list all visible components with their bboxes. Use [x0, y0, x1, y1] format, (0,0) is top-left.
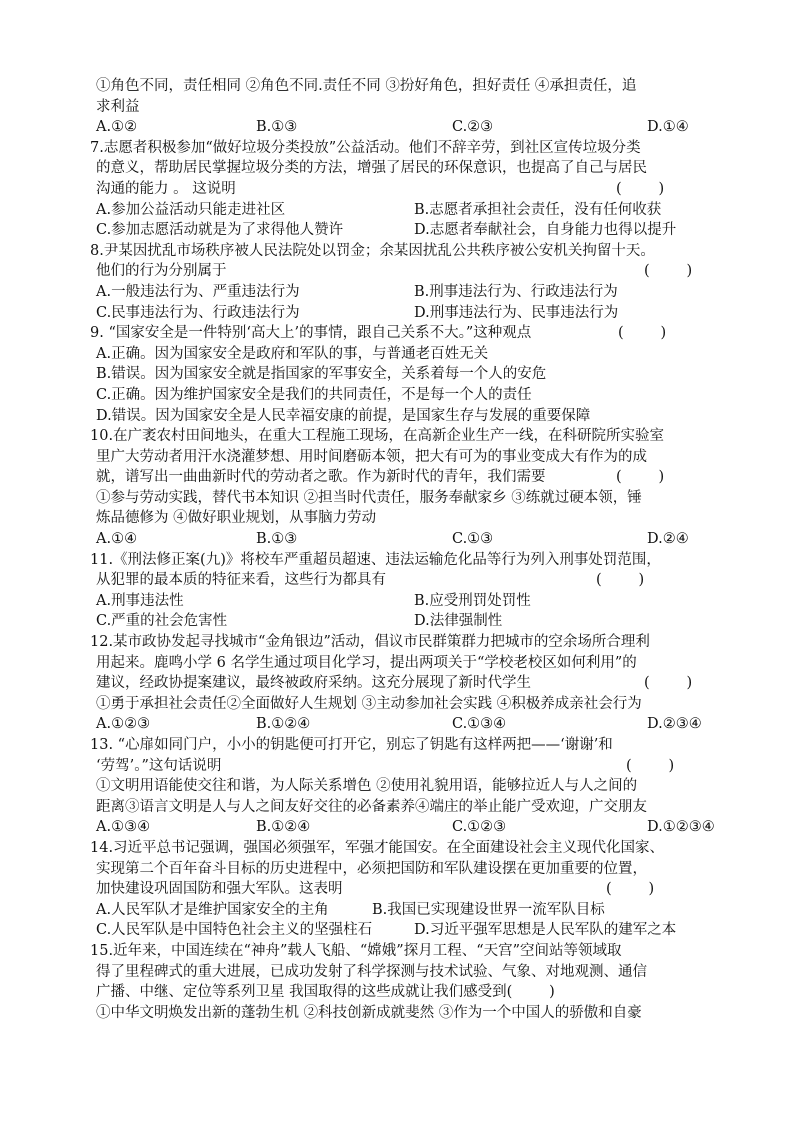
choice-d: D.法律强制性 — [414, 613, 503, 630]
answer-paren: ( ) — [626, 757, 675, 774]
choice-d: D.错误。因为国家安全是人民幸福安康的前提，是国家生存与发展的重要保障 — [96, 407, 591, 424]
q10-stem: 10.在广袤农村田间地头，在重大工程施工现场，在高新企业生产一线，在科研院所实验室 — [90, 428, 665, 445]
question-list — [90, 76, 720, 1023]
q8-choices — [90, 303, 720, 324]
q7-stem: 7.志愿者积极参加“做好垃圾分类投放”公益活动。他们不辞辛劳，到社区宣传垃圾分类 — [90, 139, 641, 156]
choice-d: D.②④ — [647, 531, 689, 548]
choice-b: B.①③ — [256, 531, 298, 548]
answer-paren: ( ) — [616, 180, 665, 197]
choice-c: C.正确。因为维护国家安全是我们的共同责任，不是每一个人的责任 — [96, 386, 532, 403]
answer-paren: ( ) — [616, 469, 665, 486]
q11-stem-text: 从犯罪的最本质的特征来看，这些行为都具有 — [96, 572, 386, 589]
choice-c: C.①③ — [452, 531, 494, 548]
q11-choices — [90, 591, 720, 612]
q11-stem: 11.《刑法修正案(九)》将校车严重超员超速、违法运输危化品等行为列入刑事处罚范围， — [90, 551, 661, 568]
q13-options: 距离③语言文明是人与人之间友好交往的必备素养④端庄的举止能广受欢迎，广交朋友 — [96, 798, 647, 815]
choice-c: C.严重的社会危害性 — [96, 613, 228, 630]
choice-d: D.①④ — [647, 119, 689, 136]
q7-stem-last — [90, 179, 720, 200]
q15-options: ①中华文明焕发出新的蓬勃生机 ②科技创新成就斐然 ③作为一个中国人的骄傲和自豪 — [96, 1004, 642, 1021]
q12-stem-last — [90, 673, 720, 694]
q14-stem-text: 加快建设巩固国防和强大军队。这表明 — [96, 881, 343, 898]
choice-b: B.①②④ — [256, 819, 311, 836]
q12-stem-text: 建议，经政协提案建议，最终被政府采纳。这充分展现了新时代学生 — [96, 675, 531, 692]
q7-stem: 的意义，帮助居民掌握垃圾分类的方法，增强了居民的环保意识，也提高了自己与居民 — [96, 160, 647, 177]
q6-options-line: 求利益 — [96, 98, 140, 115]
answer-paren: ( ) — [618, 325, 667, 342]
q8-stem: 8.尹某因扰乱市场秩序被人民法院处以罚金；余某因扰乱公共秩序被公安机关拘留十天。 — [90, 242, 655, 259]
q13-stem-text: ‘劳驾’。”这句话说明 — [96, 757, 222, 774]
q14-stem-last — [90, 879, 720, 900]
choice-d: D.②③④ — [647, 716, 702, 733]
q14-stem: 实现第二个百年奋斗目标的历史进程中，必须把国防和军队建设摆在更加重要的位置， — [96, 860, 647, 877]
q11-stem-last — [90, 570, 720, 591]
choice-d: D.①②③④ — [647, 819, 715, 836]
choice-a: A.一般违法行为、严重违法行为 — [96, 283, 300, 300]
q14-stem: 14.习近平总书记强调，强国必须强军，军强才能国安。在全面建设社会主义现代化国家、 — [90, 839, 665, 856]
choice-c: C.民事违法行为、行政违法行为 — [96, 304, 300, 321]
q10-options: ①参与劳动实践，替代书本知识 ②担当时代责任，服务奉献家乡 ③练就过硬本领，锤 — [96, 489, 642, 506]
choice-d: D.习近平强军思想是人民军队的建军之本 — [414, 922, 677, 939]
choice-a: A.人民军队才是维护国家安全的主角 — [96, 901, 329, 918]
choice-c: C.①③④ — [452, 716, 507, 733]
choice-a: A.①③④ — [96, 819, 151, 836]
choice-a: A.刑事违法性 — [96, 592, 184, 609]
answer-paren: ( ) — [644, 675, 693, 692]
choice-a: A.参加公益活动只能走进社区 — [96, 201, 286, 218]
choice-b: B.①②④ — [256, 716, 311, 733]
q10-stem-last — [90, 467, 720, 488]
q7-stem-text: 沟通的能力 。 这说明 — [96, 180, 236, 197]
q7-choices — [90, 220, 720, 241]
choice-c: C.参加志愿活动就是为了求得他人赞许 — [96, 222, 344, 239]
q11-choices — [90, 611, 720, 632]
q10-stem-text: 就，谱写出一曲曲新时代的劳动者之歌。作为新时代的青年，我们需要 — [96, 469, 546, 486]
choice-a: A.①②③ — [96, 716, 151, 733]
q13-stem: 13. “心扉如同门户，小小的钥匙便可打开它，别忘了钥匙有这样两把——‘谢谢’和 — [90, 737, 613, 753]
q12-stem: 12.某市政协发起寻找城市“金角银边”活动，倡议市民群策群力把城市的空余场所合理利 — [90, 634, 650, 651]
q10-stem: 里广大劳动者用汗水浇灌梦想、用时间磨砺本领，把大有可为的事业变成大有作为的成 — [96, 448, 647, 465]
q14-choices — [90, 920, 720, 941]
answer-paren: ( ) — [596, 572, 645, 589]
choice-b: B.①③ — [256, 119, 298, 136]
choice-c: C.人民军队是中国特色社会主义的坚强柱石 — [96, 922, 373, 939]
choice-a: A.①④ — [96, 531, 138, 548]
q10-choices — [90, 529, 720, 550]
q15-stem: 广播、中继、定位等系列卫星 我国取得的这些成就让我们感受到( ) — [96, 984, 555, 1001]
q8-choices — [90, 282, 720, 303]
answer-paren: ( ) — [606, 881, 655, 898]
q13-stem-last — [90, 756, 720, 777]
choice-b: B.刑事违法行为、行政违法行为 — [414, 283, 618, 300]
choice-b: B.志愿者承担社会责任，没有任何收获 — [414, 201, 662, 218]
choice-b: B.我国已实现建设世界一流军队目标 — [372, 901, 605, 918]
q12-stem: 用起来。鹿鸣小学 6 名学生通过项目化学习，提出两项关于“学校老校区如何利用”的 — [96, 654, 637, 671]
q6-choices — [90, 117, 720, 138]
q6-options-line: ①角色不同，责任相同 ②角色不同.责任不同 ③扮好角色，担好责任 ④承担责任，追 — [96, 78, 637, 94]
choice-b: B.错误。因为国家安全就是指国家的军事安全，关系着每一个人的安危 — [96, 366, 547, 383]
choice-d: D.刑事违法行为、民事违法行为 — [414, 304, 619, 321]
q10-options: 炼品德修为 ④做好职业规划，从事脑力劳动 — [96, 510, 377, 527]
q9-stem-text: 9. “国家安全是一件特别‘高大上’的事情，跟自己关系不大。”这种观点 — [90, 325, 532, 342]
q8-stem-last — [90, 261, 720, 282]
q13-choices — [90, 817, 720, 838]
q13-options: ①文明用语能使交往和谐，为人际关系增色 ②使用礼貌用语，能够拉近人与人之间的 — [96, 778, 638, 795]
q8-stem-text: 他们的行为分别属于 — [96, 263, 227, 280]
choice-c: C.①②③ — [452, 819, 507, 836]
q15-stem: 15.近年来，中国连续在“神舟”载人飞船、“嫦娥”探月工程、“天宫”空间站等领域取 — [90, 942, 622, 959]
choice-a: A.①② — [96, 119, 138, 136]
q12-options: ①勇于承担社会责任②全面做好人生规划 ③主动参加社会实践 ④积极养成亲社会行为 — [96, 695, 642, 712]
q9-stem-line — [90, 323, 720, 344]
q12-choices — [90, 714, 720, 735]
choice-c: C.②③ — [452, 119, 494, 136]
q14-choices — [90, 900, 720, 921]
choice-a: A.正确。因为国家安全是政府和军队的事，与普通老百姓无关 — [96, 345, 489, 362]
q7-choices — [90, 200, 720, 221]
answer-paren: ( ) — [644, 263, 693, 280]
q15-stem: 得了里程碑式的重大进展，已成功发射了科学探测与技术试验、气象、对地观测、通信 — [96, 963, 647, 980]
choice-d: D.志愿者奉献社会，自身能力也得以提升 — [414, 222, 677, 239]
choice-b: B.应受刑罚处罚性 — [414, 592, 531, 609]
